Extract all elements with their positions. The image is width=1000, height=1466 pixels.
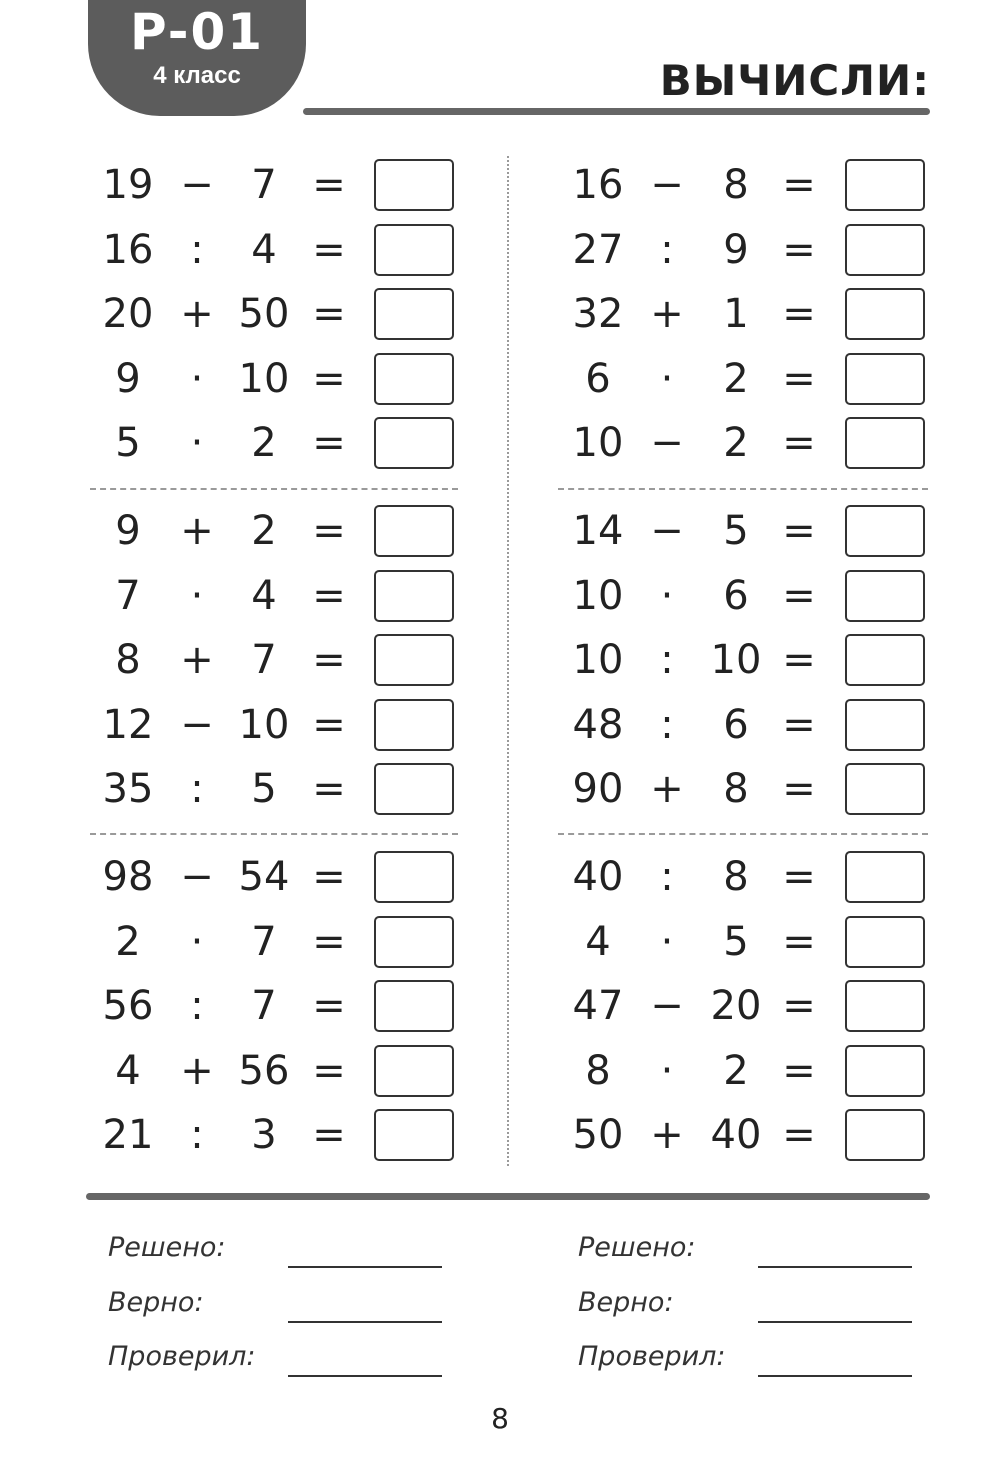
answer-box[interactable]	[374, 699, 454, 751]
operator: −	[650, 162, 684, 208]
operand-a: 21	[102, 1112, 154, 1158]
operator: −	[180, 162, 214, 208]
answer-box[interactable]	[845, 224, 925, 276]
answer-box[interactable]	[845, 353, 925, 405]
equals-sign: =	[312, 420, 346, 466]
operand-b: 4	[251, 226, 277, 273]
operand-a: 10	[572, 637, 624, 683]
equals-sign: =	[782, 226, 816, 273]
group-separator	[90, 833, 458, 835]
operand-b: 7	[251, 983, 277, 1029]
answer-box[interactable]	[374, 570, 454, 622]
operator: :	[660, 854, 674, 900]
signature-line	[288, 1321, 442, 1323]
operand-b: 2	[251, 508, 277, 554]
operand-b: 2	[251, 420, 277, 466]
equals-sign: =	[312, 1047, 346, 1094]
equals-sign: =	[312, 637, 346, 683]
column-divider	[507, 156, 509, 1166]
operator: ·	[190, 420, 204, 466]
operator: ·	[660, 355, 674, 402]
operand-b: 9	[723, 226, 749, 273]
answer-box[interactable]	[374, 916, 454, 968]
operand-a: 90	[572, 766, 624, 812]
equals-sign: =	[782, 572, 816, 619]
equals-sign: =	[312, 572, 346, 619]
operand-b: 54	[238, 854, 290, 900]
grade-label: 4 класс	[153, 62, 241, 89]
operand-b: 40	[710, 1112, 762, 1158]
operand-b: 8	[723, 162, 749, 208]
equals-sign: =	[782, 637, 816, 683]
operator: ·	[660, 1047, 674, 1094]
group-separator	[90, 488, 458, 490]
answer-box[interactable]	[845, 916, 925, 968]
operand-a: 98	[102, 854, 154, 900]
footer-divider	[86, 1193, 930, 1200]
equals-sign: =	[782, 355, 816, 402]
operator: +	[180, 291, 214, 337]
equals-sign: =	[782, 1047, 816, 1094]
answer-box[interactable]	[845, 1045, 925, 1097]
equals-sign: =	[782, 854, 816, 900]
operand-b: 20	[710, 983, 762, 1029]
equals-sign: =	[312, 355, 346, 402]
answer-box[interactable]	[845, 699, 925, 751]
operator: −	[650, 420, 684, 466]
operand-a: 6	[585, 355, 611, 402]
operand-a: 50	[572, 1112, 624, 1158]
equals-sign: =	[312, 918, 346, 965]
operand-a: 9	[115, 508, 141, 554]
answer-box[interactable]	[845, 159, 925, 211]
operand-a: 16	[572, 162, 624, 208]
equals-sign: =	[782, 162, 816, 208]
operator: :	[660, 637, 674, 683]
operand-a: 8	[585, 1047, 611, 1094]
operand-a: 2	[115, 918, 141, 965]
operand-a: 7	[115, 572, 141, 619]
operand-a: 48	[572, 701, 624, 748]
operator: :	[190, 766, 204, 812]
operand-a: 56	[102, 983, 154, 1029]
operand-a: 16	[102, 226, 154, 273]
answer-box[interactable]	[374, 159, 454, 211]
operator: +	[180, 1047, 214, 1094]
operand-a: 19	[102, 162, 154, 208]
header-divider	[303, 108, 930, 115]
operator: :	[660, 701, 674, 748]
operand-b: 7	[251, 637, 277, 683]
operand-a: 27	[572, 226, 624, 273]
operand-b: 4	[251, 572, 277, 619]
operand-a: 5	[115, 420, 141, 466]
equals-sign: =	[312, 291, 346, 337]
operand-a: 47	[572, 983, 624, 1029]
operator: +	[650, 766, 684, 812]
equals-sign: =	[782, 983, 816, 1029]
operand-b: 10	[710, 637, 762, 683]
operand-b: 5	[251, 766, 277, 812]
operand-b: 10	[238, 355, 290, 402]
answer-box[interactable]	[845, 417, 925, 469]
operator: +	[650, 1112, 684, 1158]
operator: :	[190, 226, 204, 273]
answer-box[interactable]	[845, 980, 925, 1032]
operand-a: 10	[572, 420, 624, 466]
answer-box[interactable]	[845, 1109, 925, 1161]
equals-sign: =	[782, 291, 816, 337]
signature-line	[758, 1375, 912, 1377]
answer-box[interactable]	[374, 224, 454, 276]
equals-sign: =	[782, 420, 816, 466]
operator: ·	[190, 355, 204, 402]
equals-sign: =	[312, 854, 346, 900]
operator: ·	[190, 918, 204, 965]
operator: :	[190, 1112, 204, 1158]
operand-b: 56	[238, 1047, 290, 1094]
answer-box[interactable]	[374, 288, 454, 340]
operand-a: 12	[102, 701, 154, 748]
equals-sign: =	[312, 766, 346, 812]
operator: ·	[190, 572, 204, 619]
equals-sign: =	[312, 226, 346, 273]
operand-b: 8	[723, 854, 749, 900]
group-separator	[558, 488, 928, 490]
operand-a: 14	[572, 508, 624, 554]
operator: −	[180, 701, 214, 748]
operand-b: 3	[251, 1112, 277, 1158]
answer-box[interactable]	[845, 763, 925, 815]
equals-sign: =	[312, 508, 346, 554]
operand-b: 5	[723, 508, 749, 554]
operand-b: 10	[238, 701, 290, 748]
operator: ·	[660, 572, 674, 619]
operator: −	[650, 983, 684, 1029]
footer-label: Верно:	[578, 1287, 674, 1318]
operand-b: 1	[723, 291, 749, 337]
operand-b: 7	[251, 918, 277, 965]
equals-sign: =	[312, 1112, 346, 1158]
footer-label: Решено:	[578, 1232, 696, 1263]
answer-box[interactable]	[845, 288, 925, 340]
operand-a: 8	[115, 637, 141, 683]
answer-box[interactable]	[374, 353, 454, 405]
signature-line	[758, 1321, 912, 1323]
operand-a: 35	[102, 766, 154, 812]
worksheet-badge	[88, 0, 306, 116]
answer-box[interactable]	[845, 851, 925, 903]
operator: +	[650, 291, 684, 337]
operand-b: 6	[723, 701, 749, 748]
operand-a: 20	[102, 291, 154, 337]
operand-b: 7	[251, 162, 277, 208]
operator: :	[660, 226, 674, 273]
equals-sign: =	[782, 918, 816, 965]
equals-sign: =	[782, 766, 816, 812]
answer-box[interactable]	[845, 505, 925, 557]
operand-a: 4	[115, 1047, 141, 1094]
signature-line	[288, 1375, 442, 1377]
equals-sign: =	[312, 983, 346, 1029]
operator: −	[650, 508, 684, 554]
signature-line	[758, 1266, 912, 1268]
operand-a: 4	[585, 918, 611, 965]
equals-sign: =	[782, 701, 816, 748]
operand-b: 6	[723, 572, 749, 619]
operator: :	[190, 983, 204, 1029]
operand-a: 32	[572, 291, 624, 337]
answer-box[interactable]	[374, 505, 454, 557]
answer-box[interactable]	[845, 570, 925, 622]
operand-b: 50	[238, 291, 290, 337]
page-title: ВЫЧИСЛИ:	[659, 56, 930, 105]
answer-box[interactable]	[374, 417, 454, 469]
operator: +	[180, 508, 214, 554]
footer-label: Верно:	[108, 1287, 204, 1318]
answer-box[interactable]	[374, 763, 454, 815]
equals-sign: =	[312, 162, 346, 208]
footer-label: Решено:	[108, 1232, 226, 1263]
footer-label: Проверил:	[108, 1341, 256, 1372]
answer-box[interactable]	[374, 1109, 454, 1161]
operand-a: 9	[115, 355, 141, 402]
operand-b: 2	[723, 420, 749, 466]
footer-label: Проверил:	[578, 1341, 726, 1372]
equals-sign: =	[782, 1112, 816, 1158]
page-number: 8	[491, 1402, 509, 1435]
answer-box[interactable]	[374, 634, 454, 686]
answer-box[interactable]	[374, 851, 454, 903]
operand-a: 40	[572, 854, 624, 900]
operator: +	[180, 637, 214, 683]
answer-box[interactable]	[845, 634, 925, 686]
operator: −	[180, 854, 214, 900]
equals-sign: =	[312, 701, 346, 748]
operand-b: 2	[723, 355, 749, 402]
operator: ·	[660, 918, 674, 965]
operand-b: 8	[723, 766, 749, 812]
signature-line	[288, 1266, 442, 1268]
equals-sign: =	[782, 508, 816, 554]
answer-box[interactable]	[374, 980, 454, 1032]
operand-a: 10	[572, 572, 624, 619]
worksheet-code: P-01	[129, 3, 265, 61]
group-separator	[558, 833, 928, 835]
answer-box[interactable]	[374, 1045, 454, 1097]
operand-b: 2	[723, 1047, 749, 1094]
operand-b: 5	[723, 918, 749, 965]
